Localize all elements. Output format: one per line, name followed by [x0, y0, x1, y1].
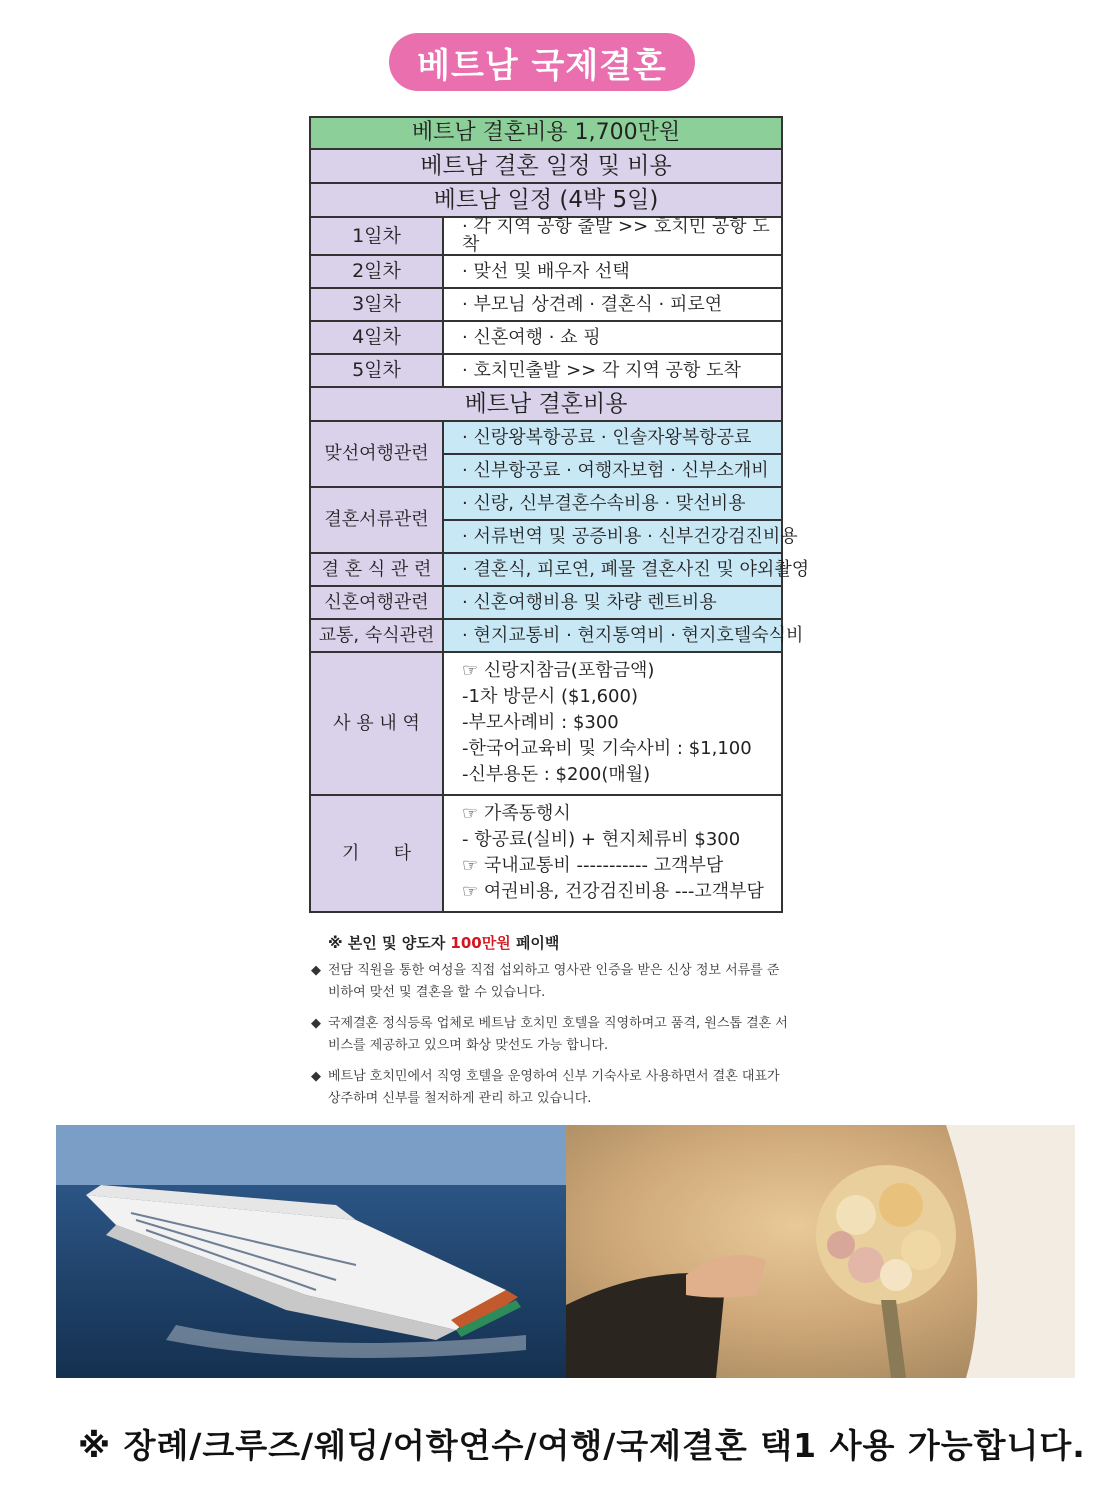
- other-line: ☞ 가족동행시: [462, 803, 571, 824]
- day-label: 2일차: [310, 255, 443, 288]
- payback-notice: [328, 932, 559, 953]
- note-item: [309, 1013, 789, 1057]
- other-label: 기 타: [310, 795, 443, 912]
- day-text: · 신혼여행 · 쇼 핑: [443, 321, 782, 354]
- note-text: 국제결혼 정식등록 업체로 베트남 호치민 호텔을 직영하며고 품격, 원스톱 결혼 서비스를 제공하고 있으며 화상 맞선도 가능 합니다.: [328, 1016, 788, 1053]
- cost-item: · 현지교통비 · 현지통역비 · 현지호텔숙식비: [443, 619, 782, 652]
- day-label: 4일차: [310, 321, 443, 354]
- diamond-bullet-icon: ◆: [311, 1016, 321, 1031]
- notes-list: [309, 960, 789, 1119]
- day-label: 3일차: [310, 288, 443, 321]
- wedding-illustration: [566, 1125, 1075, 1378]
- documents-label: 결혼서류관련: [310, 487, 443, 553]
- header-itinerary: 베트남 일정 (4박 5일): [310, 183, 782, 217]
- day-text: · 각 지역 공항 출발 >> 호치민 공항 도착: [443, 217, 782, 255]
- transport-label: 교통, 숙식관련: [310, 619, 443, 652]
- note-item: [309, 960, 789, 1004]
- header-wedding-cost: 베트남 결혼비용: [310, 387, 782, 421]
- payback-amount: 100만원: [450, 934, 511, 952]
- day-text: · 호치민출발 >> 각 지역 공항 도착: [443, 354, 782, 387]
- payback-prefix: ※ 본인 및 양도자: [328, 934, 451, 952]
- note-text: 베트남 호치민에서 직영 호텔을 운영하여 신부 기숙사로 사용하면서 결혼 대표가 상주하며 신부를 철저하게 관리 하고 있습니다.: [328, 1069, 780, 1106]
- cruise-ship-illustration: [56, 1125, 566, 1378]
- wedding-bouquet-image: [566, 1125, 1075, 1378]
- cost-item: · 서류번역 및 공증비용 · 신부건강검진비용: [443, 520, 782, 553]
- diamond-bullet-icon: ◆: [311, 1069, 321, 1084]
- matchmaking-label: 맞선여행관련: [310, 421, 443, 487]
- header-cost: 베트남 결혼비용 1,700만원: [310, 117, 782, 149]
- cost-item: · 신랑왕복항공료 · 인솔자왕복항공료: [443, 421, 782, 454]
- cruise-ship-image: [56, 1125, 566, 1378]
- header-schedule-cost: 베트남 결혼 일정 및 비용: [310, 149, 782, 183]
- page-title: 베트남 국제결혼: [389, 33, 695, 91]
- cost-item: · 결혼식, 피로연, 폐물 결혼사진 및 야외촬영: [443, 553, 782, 586]
- day-row: [310, 255, 782, 288]
- other-line: - 항공료(실비) + 현지체류비 $300: [462, 829, 741, 850]
- other-details: [443, 795, 782, 912]
- day-row: [310, 321, 782, 354]
- usage-line: -부모사례비 : $300: [462, 712, 619, 733]
- usage-details: [443, 652, 782, 795]
- note-text: 전담 직원을 통한 여성을 직접 섭외하고 영사관 인증을 받은 신상 정보 서류를 준비하여 맞선 및 결혼을 할 수 있습니다.: [328, 963, 780, 1000]
- usage-line: -한국어교육비 및 기숙사비 : $1,100: [462, 738, 752, 759]
- day-row: [310, 288, 782, 321]
- diamond-bullet-icon: ◆: [311, 963, 321, 978]
- usage-line: -1차 방문시 ($1,600): [462, 686, 638, 707]
- cost-item: · 신랑, 신부결혼수속비용 · 맞선비용: [443, 487, 782, 520]
- honeymoon-label: 신혼여행관련: [310, 586, 443, 619]
- usage-line: ☞ 신랑지참금(포함금액): [462, 660, 655, 681]
- usage-label: 사 용 내 역: [310, 652, 443, 795]
- cost-item: · 신부항공료 · 여행자보험 · 신부소개비: [443, 454, 782, 487]
- day-text: · 부모님 상견례 · 결혼식 · 피로연: [443, 288, 782, 321]
- other-line: ☞ 국내교통비 ----------- 고객부담: [462, 855, 724, 876]
- payback-suffix: 페이백: [510, 934, 560, 952]
- note-item: [309, 1066, 789, 1110]
- photo-strip: [56, 1125, 1075, 1378]
- day-row: [310, 217, 782, 255]
- day-row: [310, 354, 782, 387]
- day-text: · 맞선 및 배우자 선택: [443, 255, 782, 288]
- wedding-cost-table: [309, 116, 810, 913]
- footer-notice: ※ 장례/크루즈/웨딩/어학연수/여행/국제결혼 택1 사용 가능합니다.: [78, 1426, 1086, 1465]
- other-line: ☞ 여권비용, 건강검진비용 ---고객부담: [462, 881, 764, 902]
- ceremony-label: 결 혼 식 관 련: [310, 553, 443, 586]
- usage-line: -신부용돈 : $200(매월): [462, 764, 651, 785]
- day-label: 5일차: [310, 354, 443, 387]
- day-label: 1일차: [310, 217, 443, 255]
- cost-item: · 신혼여행비용 및 차량 렌트비용: [443, 586, 782, 619]
